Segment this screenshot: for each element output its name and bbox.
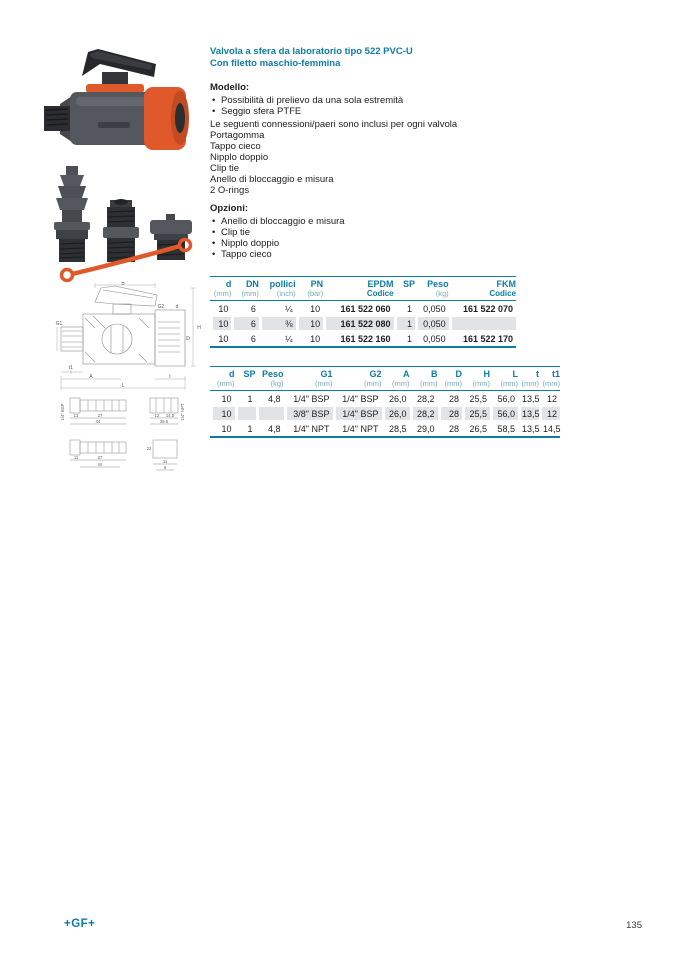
dimension-label: 44 [95,419,101,424]
table-cell: 10 [221,393,232,404]
dimension-label: B [121,282,125,287]
table-cell: 4,8 [267,393,281,404]
included-intro: Le seguenti connessioni/paeri sono inclusi per ogni valvola [210,119,458,130]
ordering-codes-table [210,276,516,348]
column-header: L (mm) [490,367,518,391]
table-cell: 161 522 160 [340,333,391,344]
valve-product-photo [40,42,198,162]
table-cell: 25,5 [465,407,490,420]
table-cell: 6 [250,333,256,344]
list-item: • Clip tie [210,227,566,238]
column-header: SP [394,277,415,301]
included-item: 2 O-rings [210,185,250,196]
dimension-label: d [175,304,179,310]
column-header: Peso (kg) [256,367,284,391]
table-cell: ¼ [285,303,293,314]
dimensions-table [210,366,560,438]
thread-label: 1/4" NPT [180,403,185,421]
table-cell: 29,0 [416,423,435,434]
table-cell: 28,5 [388,423,407,434]
table-cell: 1/4" BSP [342,393,379,404]
table-cell: 28 [441,407,463,420]
table-cell: 26,5 [469,423,487,434]
page-number: 135 [626,920,642,931]
column-header: G1 (mm) [284,367,333,391]
list-item: • Nipplo doppio [210,238,566,249]
table-cell: 10 [221,423,232,434]
included-item: Nipplo doppio [210,152,269,163]
dimension-label: 27 [97,455,103,460]
table-cell: ⅜ [262,317,296,330]
column-header: D (mm) [438,367,463,391]
column-header: t1 (mm) [539,367,560,391]
column-header: A (mm) [382,367,410,391]
table-cell [238,407,256,420]
table-cell: 1 [247,393,253,404]
ball-valve-image [40,42,198,162]
dimension-label: 14.5 [165,413,175,418]
accessory-dimension-drawings [58,388,198,483]
table-cell: 0,050 [418,317,449,330]
table-cell: 56,0 [497,393,515,404]
page-title-line2: Con filetto maschio-femmina [210,57,341,69]
column-header: Peso (kg) [415,277,449,301]
table-cell: 3/8" BSP [287,407,333,420]
table-cell: 26,0 [385,407,410,420]
table-cell: 58,5 [497,423,515,434]
valve-cross-section-drawing [55,282,203,394]
dimension-label: 9 [163,465,167,470]
included-item: Clip tie [210,163,240,174]
model-heading: Modello: [210,82,250,93]
table-cell: 12 [546,393,557,404]
table-row [210,391,560,407]
table-cell: 56,0 [493,407,518,420]
table-cell: 161 522 070 [462,303,513,314]
table-cell: 14,5 [543,423,561,434]
table-cell: 161 522 080 [326,317,393,330]
dimension-label: A [89,374,93,380]
page-title-line1: Valvola a sfera da laboratorio tipo 522 PVC-U [210,46,413,57]
dimension-label: 13 [73,413,79,418]
orange-collar [86,84,144,93]
table-cell: 28,2 [416,393,435,404]
list-item: • Seggio sfera PTFE [210,106,566,117]
table-cell: 10 [213,407,235,420]
table-cell: 12 [542,407,560,420]
table-cell: 10 [299,317,324,330]
dimension-label: t [169,374,171,380]
table-cell: 1/4" NPT [342,423,379,434]
column-header: FKM Codice [449,277,516,301]
gf-logo: +GF+ [64,918,96,930]
column-header: G2 (mm) [333,367,382,391]
table-cell: 13,5 [522,423,540,434]
table-cell [452,317,516,330]
female-end-bore [175,103,185,133]
dimension-label: 39.5 [159,419,169,424]
dimension-label: D [186,336,190,342]
table-cell: 0,050 [423,333,446,344]
table-row [210,406,560,421]
table-cell: 10 [213,317,231,330]
table-cell: 4,8 [267,423,281,434]
column-header: d (mm) [210,277,231,301]
dimension-label: G2 [157,304,165,310]
table-cell: 161 522 060 [340,303,391,314]
dimension-label: 22 [146,446,152,451]
model-bullet-list [210,95,566,117]
list-item: • Anello di bloccaggio e misura [210,216,566,227]
included-item: Portagomma [210,130,265,141]
column-header: H (mm) [462,367,490,391]
column-header: SP [235,367,256,391]
dimension-label: L [121,383,125,389]
table-cell [259,407,284,420]
table-cell: 1/4" BSP [336,407,382,420]
table-cell: 1/4" NPT [293,423,330,434]
column-header: DN (mm) [231,277,259,301]
dimension-label: 11 [162,459,168,464]
column-header: d (mm) [210,367,235,391]
dimension-label: M [98,462,102,467]
table-cell: 1 [406,303,412,314]
table-cell: 10 [218,303,229,314]
table-cell: 161 522 170 [462,333,513,344]
technical-drawing-main [55,282,203,394]
accessories-image [40,162,198,282]
dimension-lines [57,283,196,390]
dimension-label: 27 [97,413,103,418]
dimension-label: G1 [55,321,63,327]
column-header: EPDM Codice [323,277,393,301]
table-cell: 0,050 [423,303,446,314]
table-row [210,331,516,347]
list-item: • Possibilità di prelievo da una sola estremità [210,95,566,106]
table-cell: 6 [250,303,256,314]
content-column [210,46,566,438]
dimension-label: H [197,325,201,331]
column-header: PN (bar) [296,277,324,301]
hose-barb-fitting [54,166,90,262]
table-cell: 1 [406,333,412,344]
list-item: • Tappo cieco [210,249,566,260]
column-header: B (mm) [410,367,438,391]
double-nipple-fitting [103,199,139,262]
table-cell: 10 [310,303,321,314]
valve-body-slot [98,122,130,128]
table-cell: 1 [397,317,415,330]
included-item: Tappo cieco [210,141,261,152]
included-item: Anello di bloccaggio e misura [210,174,334,185]
table-cell: ¼ [285,333,293,344]
table-cell: 26,0 [388,393,407,404]
column-header: pollici (inch) [259,277,296,301]
options-heading: Opzioni: [210,203,248,214]
table-row [210,301,516,317]
dimension-label: 11 [73,455,79,460]
technical-drawings-accessories [58,388,198,483]
table-cell: 1/4" BSP [293,393,330,404]
table-cell: 28 [448,423,459,434]
table-cell: 1 [247,423,253,434]
table-cell: 13,5 [522,408,540,419]
thread-label: 1/4" BSP [60,403,65,421]
table-cell: 10 [218,333,229,344]
table-row [210,316,516,331]
included-parts [210,119,566,196]
table-cell: 13,5 [522,393,540,404]
table-cell: 6 [234,317,259,330]
table-cell: 28 [448,393,459,404]
column-header: t (mm) [518,367,539,391]
table-cell: 10 [310,333,321,344]
options-bullet-list [210,216,566,260]
accessories-photo [40,162,198,282]
table-cell: 28,2 [413,407,438,420]
table-cell: 25,5 [469,393,487,404]
table-row [210,421,560,437]
dimension-label: t1 [68,365,74,371]
valve-body-highlight [76,97,150,106]
dimension-label: 12 [154,413,160,418]
